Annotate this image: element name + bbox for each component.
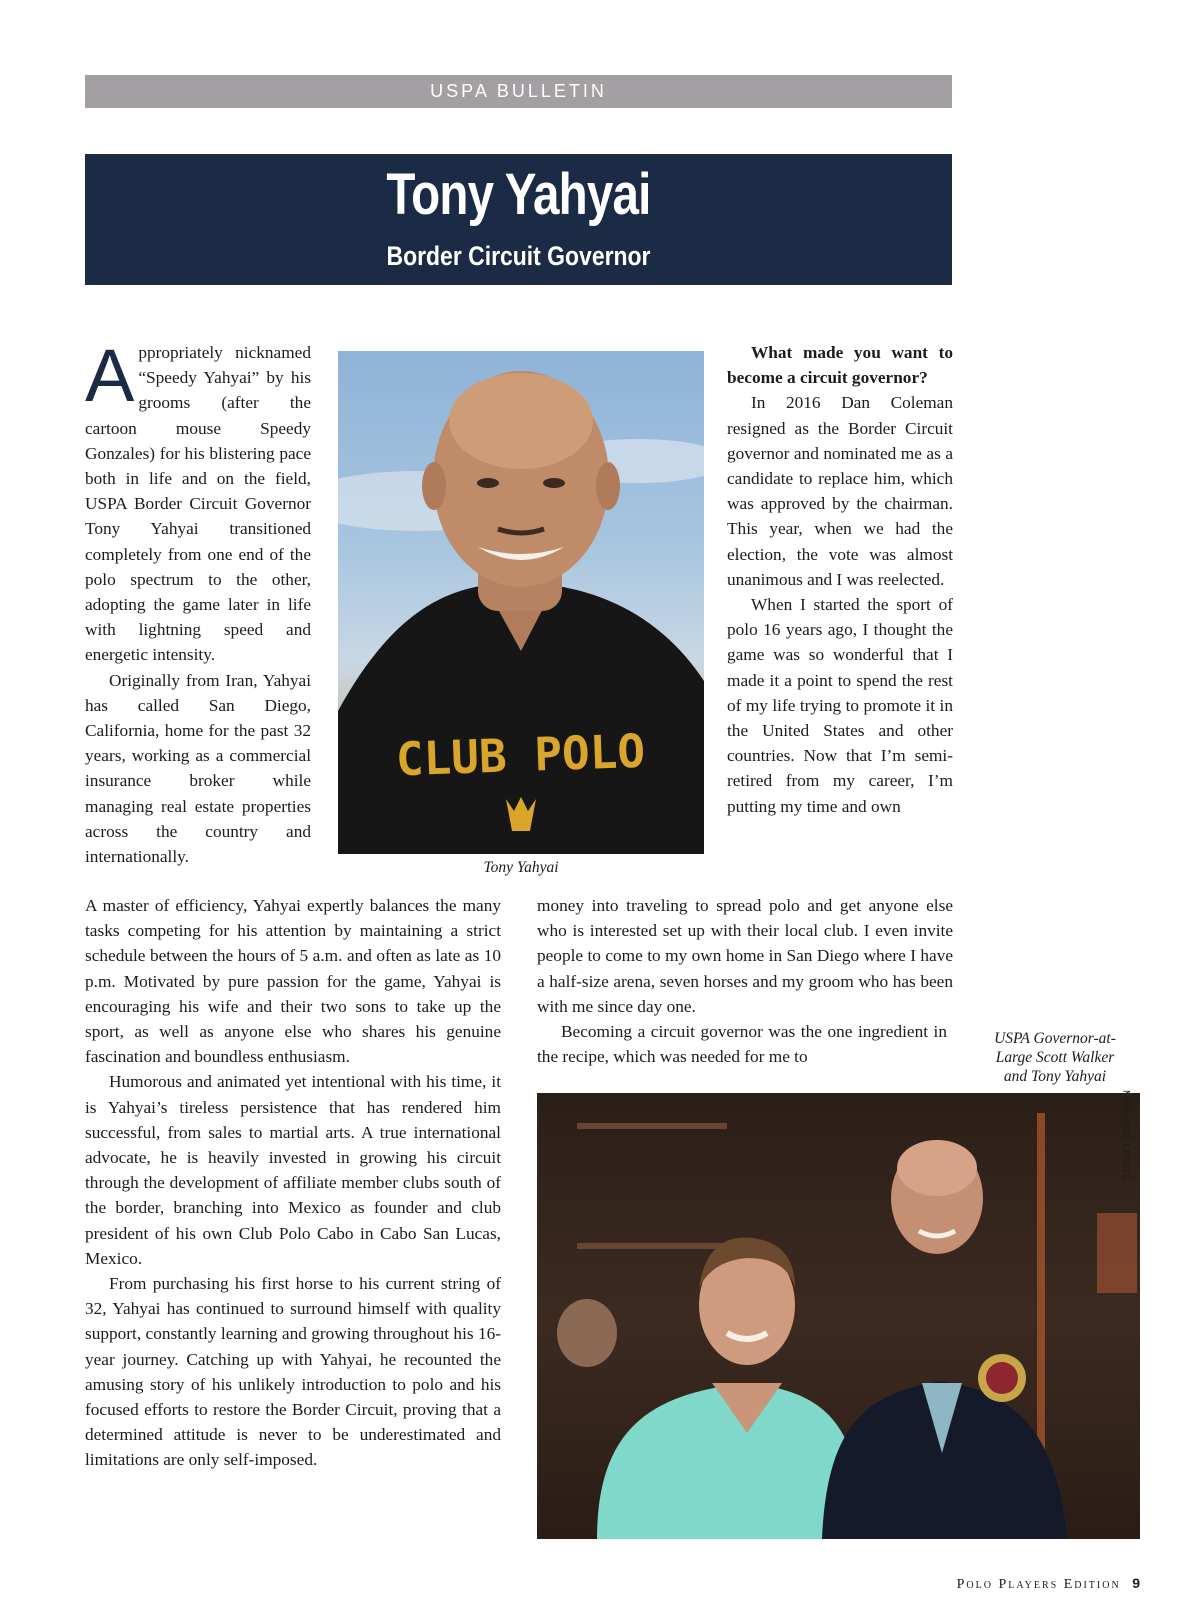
interview-col-right-bottom: [537, 893, 953, 1069]
article-col-left-bottom: [85, 893, 501, 1473]
portrait-photo: [338, 351, 704, 854]
group-photo-illustration: [537, 1093, 1140, 1539]
interview-answer: money into traveling to spread polo and get anyone else who is interested set up with their local club. I even invite people to come to my own home in San Diego where I have a half-size arena, seven horses and my groom who has been with me since day one.: [537, 896, 953, 1016]
article-paragraph: A master of efficiency, Yahyai expertly balances the many tasks competing for his attention by maintaining a strict schedule between the hours of 5 a.m. and often as late as 10 p.m. Motivated by pure passion for the game, Yahyai is encouraging his wife and their two sons to take up the sport, as well as anyone else who shares his genuine fascination and boundless enthusiasm.: [85, 896, 501, 1067]
article-paragraph: From purchasing his first horse to his current string of 32, Yahyai has continued to surround himself with quality support, constantly learning and growing throughout his 16-year journey. Catching up with Yahyai, he recounted the amusing story of his unlikely introduction to polo and his focused efforts to restore the Border Circuit, proving that a determined attitude is never to be underestimated and limitations are only self-imposed.: [85, 1274, 501, 1470]
portrait-illustration: [338, 351, 704, 854]
page-number: 9: [1132, 1575, 1140, 1591]
group-photo-caption: USPA Governor-at-Large Scott Walker and Tony Yahyai: [994, 1030, 1116, 1085]
title-banner: [85, 154, 952, 285]
article-paragraph: ppropriately nicknamed “Speedy Yahyai” by his grooms (after the cartoon mouse Speedy Gonzales) for his blistering pace both in life and on the field, USPA Border Circuit Governor Tony Yahyai transitioned completely from one end of the polo spectrum to the other, adopting the game later in life with lightning speed and energetic intensity.: [85, 343, 311, 665]
page-subtitle: Border Circuit Governor: [386, 241, 651, 271]
group-photo: [537, 1093, 1140, 1539]
article-paragraph: Originally from Iran, Yahyai has called San Diego, California, home for the past 32 years, working as a commercial insurance broker while managing real estate properties across the country and internationally.: [85, 670, 311, 867]
article-col-left-top: [85, 334, 311, 869]
drop-cap: A: [85, 334, 135, 417]
page-footer: [957, 1575, 1140, 1593]
photo-credit: MARIANO LEMUS: [1120, 1090, 1131, 1181]
publication-name: Polo Players Edition: [956, 1577, 1121, 1592]
portrait-caption: Tony Yahyai: [483, 859, 559, 876]
interview-answer: Becoming a circuit governor was the one ingredient in the recipe, which was needed for me to: [537, 1022, 947, 1067]
page-title: Tony Yahyai: [386, 162, 651, 227]
interview-col-right-top: [727, 340, 953, 819]
interview-answer: When I started the sport of polo 16 years ago, I thought the game was so wonderful that I made it a point to spend the rest of my life trying to promote it in the United States and other countries. Now that I’m semi-retired from my career, I’m putting my time and own: [727, 595, 953, 816]
interview-answer: In 2016 Dan Coleman resigned as the Border Circuit governor and nominated me as a candidate to replace him, which was approved by the chairman. This year, when we had the election, the vote was almost unanimous and I was reelected.: [727, 393, 953, 589]
section-header: USPA BULLETIN: [85, 75, 952, 108]
shirt-logo-text: CLUB POLO: [394, 723, 646, 787]
interview-question: What made you want to become a circuit governor?: [727, 343, 953, 388]
article-paragraph: Humorous and animated yet intentional with his time, it is Yahyai’s tireless persistence that has rendered him successful, from sales to martial arts. A true international advocate, he is heavily invested in growing his circuit through the development of affiliate member clubs south of the border, branching into Mexico as founder and club president of his own Club Polo Cabo in Cabo San Lucas, Mexico.: [85, 1072, 501, 1268]
